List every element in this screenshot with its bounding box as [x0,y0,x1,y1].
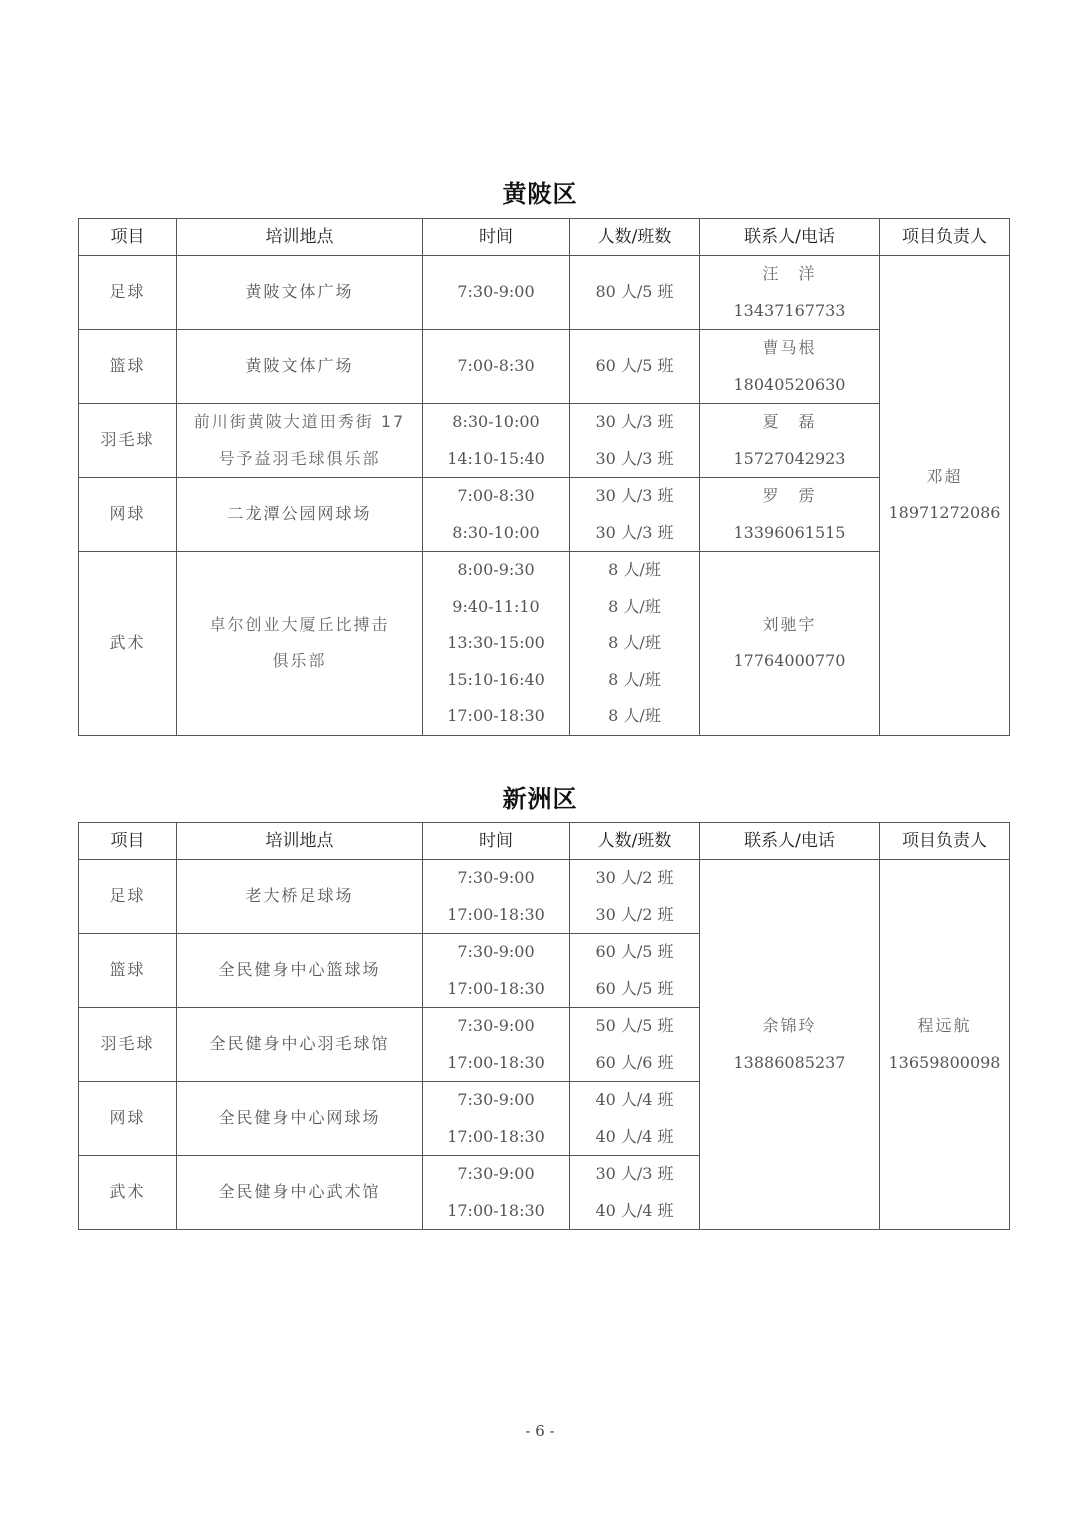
header-sport: 项目 [79,823,177,860]
time-slot: 7:30-9:00 [457,1090,535,1109]
cell-sport: 羽毛球 [79,404,177,478]
header-time: 时间 [423,219,570,256]
time-slot: 9:40-11:10 [452,596,540,616]
leader-phone: 18971272086 [888,503,1001,523]
capacity-value: 40 人/4 班 [595,1090,674,1109]
cell-time [423,1008,570,1082]
capacity-value: 30 人/2 班 [595,868,674,887]
cell-time [423,1082,570,1156]
table-header-row [79,823,1010,860]
contact-phone: 17764000770 [733,651,846,671]
section-title-xinzhou: 新洲区 [502,785,578,813]
contact-name: 汪 洋 [762,264,817,283]
cell-location: 全民健身中心武术馆 [177,1156,423,1230]
time-slot: 17:00-18:30 [447,904,545,924]
capacity-value: 8 人/班 [608,560,661,579]
cell-location: 全民健身中心网球场 [177,1082,423,1156]
contact-name: 刘驰宇 [762,614,817,634]
cell-location: 黄陂文体广场 [177,330,423,404]
contact-name: 罗 雳 [762,486,817,505]
cell-contact [700,404,880,478]
cell-capacity [570,860,700,934]
cell-leader [880,860,1010,1230]
leader-name: 邓超 [926,466,963,486]
cell-sport: 网球 [79,1082,177,1156]
time-slot: 7:00-8:30 [457,486,535,505]
time-slot: 7:30-9:00 [457,1164,535,1183]
time-slot: 8:00-9:30 [457,560,535,579]
schedule-table-xinzhou [78,822,1010,1230]
cell-time [423,552,570,736]
cell-time [423,860,570,934]
capacity-value: 60 人/5 班 [595,978,674,998]
cell-sport: 足球 [79,860,177,934]
location-line: 号予益羽毛球俱乐部 [218,448,381,468]
cell-location: 黄陂文体广场 [177,256,423,330]
schedule-table-huangpi [78,218,1010,736]
cell-sport: 羽毛球 [79,1008,177,1082]
cell-sport: 武术 [79,552,177,736]
cell-time [423,478,570,552]
contact-name: 曹马根 [762,338,817,357]
time-slot: 17:00-18:30 [447,706,545,725]
capacity-value: 30 人/3 班 [595,1164,674,1183]
cell-capacity [570,552,700,736]
capacity-value: 30 人/2 班 [595,904,674,924]
capacity-value: 8 人/班 [608,706,661,725]
cell-capacity: 60 人/5 班 [570,330,700,404]
cell-contact [700,552,880,736]
capacity-value: 30 人/3 班 [595,522,674,542]
cell-location [177,404,423,478]
header-location: 培训地点 [177,219,423,256]
header-contact: 联系人/电话 [700,219,880,256]
cell-time [423,934,570,1008]
page-number: - 6 - [525,1422,555,1440]
capacity-value: 50 人/5 班 [595,1016,674,1035]
table-row [79,330,1010,404]
cell-location [177,552,423,736]
table-row [79,256,1010,330]
time-slot: 15:10-16:40 [447,669,545,689]
location-line: 俱乐部 [272,651,327,671]
capacity-value: 8 人/班 [608,669,661,689]
location-line: 前川街黄陂大道田秀街 17 [193,412,406,431]
cell-location: 二龙潭公园网球场 [177,478,423,552]
time-slot: 7:30-9:00 [457,868,535,887]
table-row [79,860,1010,934]
cell-sport: 武术 [79,1156,177,1230]
time-slot: 14:10-15:40 [447,448,545,468]
cell-time: 7:00-8:30 [423,330,570,404]
section-title-huangpi: 黄陂区 [502,180,578,208]
capacity-value: 8 人/班 [608,596,661,616]
capacity-value: 8 人/班 [608,633,661,652]
cell-capacity [570,934,700,1008]
cell-sport: 篮球 [79,330,177,404]
cell-capacity [570,404,700,478]
time-slot: 17:00-18:30 [447,1052,545,1072]
leader-phone: 13659800098 [888,1052,1001,1072]
capacity-value: 30 人/3 班 [595,486,674,505]
contact-name: 余锦玲 [762,1016,817,1035]
table-row [79,478,1010,552]
location-line: 卓尔创业大厦丘比搏击 [209,614,390,634]
table-row [79,552,1010,736]
time-slot: 7:30-9:00 [457,1016,535,1035]
cell-time [423,404,570,478]
capacity-value: 30 人/3 班 [595,412,674,431]
cell-sport: 网球 [79,478,177,552]
header-capacity: 人数/班数 [570,219,700,256]
contact-phone: 18040520630 [733,374,846,394]
cell-location: 全民健身中心篮球场 [177,934,423,1008]
cell-location: 老大桥足球场 [177,860,423,934]
cell-time [423,1156,570,1230]
cell-capacity [570,1008,700,1082]
header-location: 培训地点 [177,823,423,860]
header-leader: 项目负责人 [880,823,1010,860]
cell-capacity [570,1156,700,1230]
header-contact: 联系人/电话 [700,823,880,860]
cell-capacity [570,478,700,552]
contact-phone: 13886085237 [733,1052,846,1072]
contact-phone: 13437167733 [733,300,846,320]
time-slot: 13:30-15:00 [447,633,545,652]
capacity-value: 40 人/4 班 [595,1200,674,1220]
table-row [79,404,1010,478]
time-slot: 17:00-18:30 [447,1126,545,1146]
time-slot: 17:00-18:30 [447,1200,545,1220]
contact-name: 夏 磊 [762,412,817,431]
header-sport: 项目 [79,219,177,256]
header-capacity: 人数/班数 [570,823,700,860]
cell-capacity [570,1082,700,1156]
contact-phone: 13396061515 [733,522,846,542]
cell-time: 7:30-9:00 [423,256,570,330]
header-time: 时间 [423,823,570,860]
leader-name: 程远航 [917,1016,972,1035]
capacity-value: 30 人/3 班 [595,448,674,468]
time-slot: 17:00-18:30 [447,978,545,998]
cell-location: 全民健身中心羽毛球馆 [177,1008,423,1082]
contact-phone: 15727042923 [733,448,846,468]
time-slot: 7:30-9:00 [457,942,535,961]
cell-contact [700,860,880,1230]
time-slot: 8:30-10:00 [452,522,540,542]
time-slot: 8:30-10:00 [452,412,540,431]
capacity-value: 60 人/5 班 [595,942,674,961]
cell-capacity: 80 人/5 班 [570,256,700,330]
cell-leader [880,256,1010,736]
cell-sport: 篮球 [79,934,177,1008]
table-header-row [79,219,1010,256]
header-leader: 项目负责人 [880,219,1010,256]
cell-contact [700,478,880,552]
cell-sport: 足球 [79,256,177,330]
capacity-value: 40 人/4 班 [595,1126,674,1146]
cell-contact [700,256,880,330]
cell-contact [700,330,880,404]
capacity-value: 60 人/6 班 [595,1052,674,1072]
